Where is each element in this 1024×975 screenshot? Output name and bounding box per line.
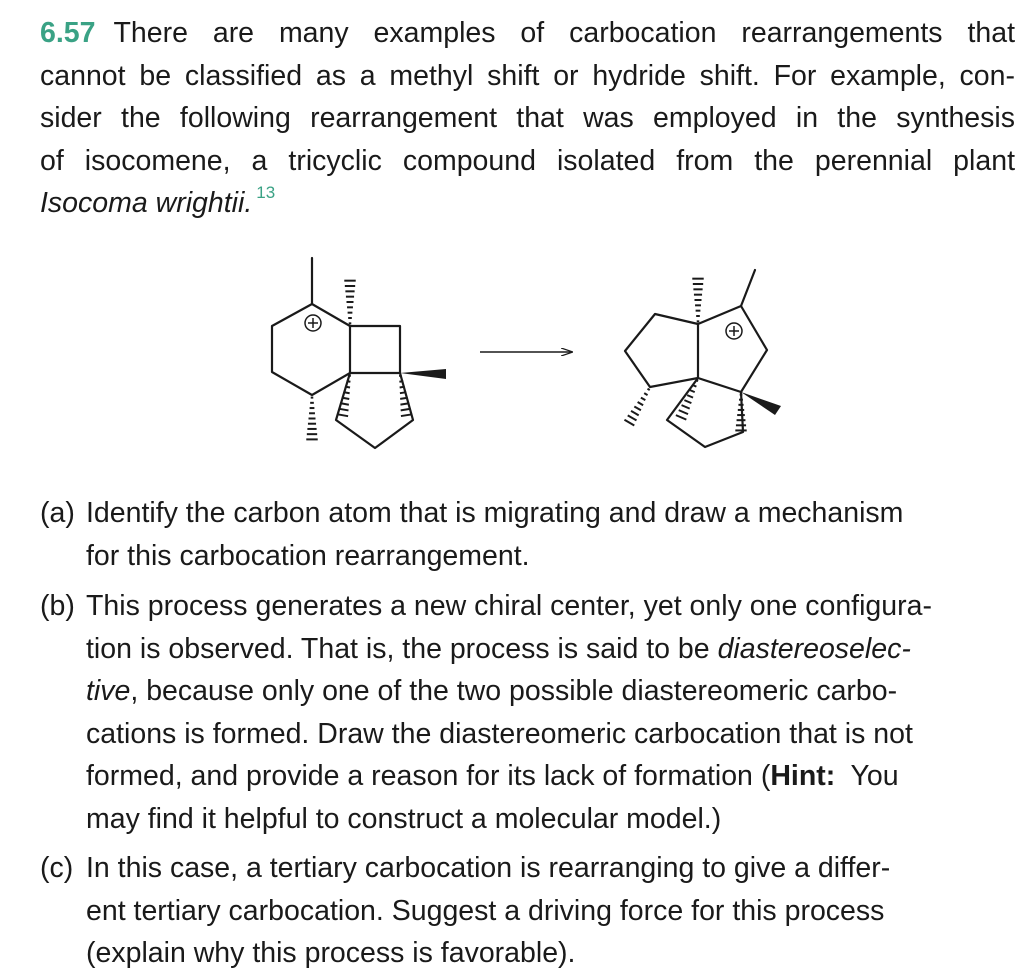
hash-tick (687, 395, 693, 398)
part-a-label: (a) (40, 492, 75, 535)
part-b-line-1: This process generates a new chiral center, yet only one configura- (86, 585, 1000, 628)
intro-line-3: sider the following rearrangement that was employed in the synthesis (40, 97, 1015, 140)
product-structure (625, 270, 767, 447)
reactant-hashed-bonds (306, 281, 412, 440)
part-b-line-5-text: formed, and provide a reason for its lack of formation ( (86, 760, 770, 792)
hash-tick (690, 390, 695, 392)
hash-tick (641, 398, 645, 401)
hash-tick (400, 392, 406, 393)
part-c-line-3: (explain why this process is favorable). (86, 932, 1000, 975)
part-b (40, 585, 1000, 840)
intro-line-4: of isocomene, a tricyclic compound isolated from the perennial plant (40, 140, 1015, 183)
reactant-structure (272, 258, 413, 448)
product-left-ring (625, 314, 698, 387)
part-b-line-3-text: , because only one of the two possible diastereomeric carbo- (130, 675, 897, 707)
reactant-wedge-methyl (400, 369, 446, 379)
product-methyl-top (741, 270, 755, 306)
hint-label: Hint: (770, 760, 835, 792)
reactant-six-ring (272, 304, 350, 395)
reaction-scheme (0, 250, 1024, 480)
intro-line-1 (40, 12, 1015, 55)
hash-tick (347, 381, 351, 382)
part-a-line-1: Identify the carbon atom that is migrating and draw a mechanism (86, 492, 1000, 535)
hash-tick (343, 392, 349, 393)
part-c-line-1: In this case, a tertiary carbocation is rearranging to give a differ- (86, 847, 1000, 890)
part-b-line-6: may find it helpful to construct a molecular model.) (86, 798, 1000, 841)
reactant-cyclobutane (350, 326, 400, 373)
hash-tick (634, 406, 641, 410)
hash-tick (345, 387, 350, 388)
product-hashed-bonds (624, 279, 746, 431)
part-c (40, 847, 1000, 975)
part-b-line-4: cations is formed. Draw the diastereomeric carbocation that is not (86, 713, 1000, 756)
hash-tick (638, 402, 644, 405)
hash-tick (693, 385, 697, 387)
hash-tick (676, 415, 686, 419)
part-a-line-2: for this carbocation rearrangement. (86, 535, 1000, 578)
problem-intro (40, 12, 1015, 225)
term-diastereoselective-1: diastereoselec- (718, 633, 911, 665)
part-b-line-5 (86, 755, 1000, 798)
reference-number: 13 (256, 183, 275, 202)
intro-line-2: cannot be classified as a methyl shift or hydride shift. For example, con- (40, 55, 1015, 98)
hash-tick (337, 414, 348, 416)
hash-tick (644, 393, 647, 395)
hash-tick (400, 403, 409, 404)
hash-tick (684, 400, 691, 403)
part-b-label: (b) (40, 585, 75, 628)
intro-text-1: There are many examples of carbocation rearrangements that (113, 17, 1015, 49)
problem-number: 6.57 (40, 17, 95, 49)
part-a (40, 492, 1000, 577)
hash-tick (631, 411, 639, 415)
hash-tick (696, 380, 698, 381)
product-right-ring (698, 306, 767, 392)
hash-tick (682, 405, 690, 408)
hash-tick (400, 398, 408, 399)
product-wedge-methyl (741, 392, 781, 415)
species-name: Isocoma wrightii. (40, 187, 252, 219)
hash-tick (647, 389, 649, 390)
hash-tick (624, 420, 634, 426)
hash-tick (628, 415, 637, 420)
part-b-line-2-text: tion is observed. That is, the process is said to be (86, 633, 718, 665)
part-c-line-2: ent tertiary carbocation. Suggest a driving force for this process (86, 890, 1000, 933)
term-diastereoselective-2: tive (86, 675, 130, 707)
hash-tick (401, 414, 412, 416)
reactant-charge (305, 315, 321, 331)
hash-tick (399, 381, 403, 382)
intro-line-5 (40, 182, 1015, 225)
part-c-label: (c) (40, 847, 73, 890)
part-b-line-3 (86, 670, 1000, 713)
part-b-line-2 (86, 628, 1000, 671)
hash-tick (679, 410, 688, 414)
hash-tick (342, 398, 350, 399)
hash-tick (400, 387, 405, 388)
product-charge (726, 323, 742, 339)
part-b-line-5-after: You (835, 760, 898, 792)
